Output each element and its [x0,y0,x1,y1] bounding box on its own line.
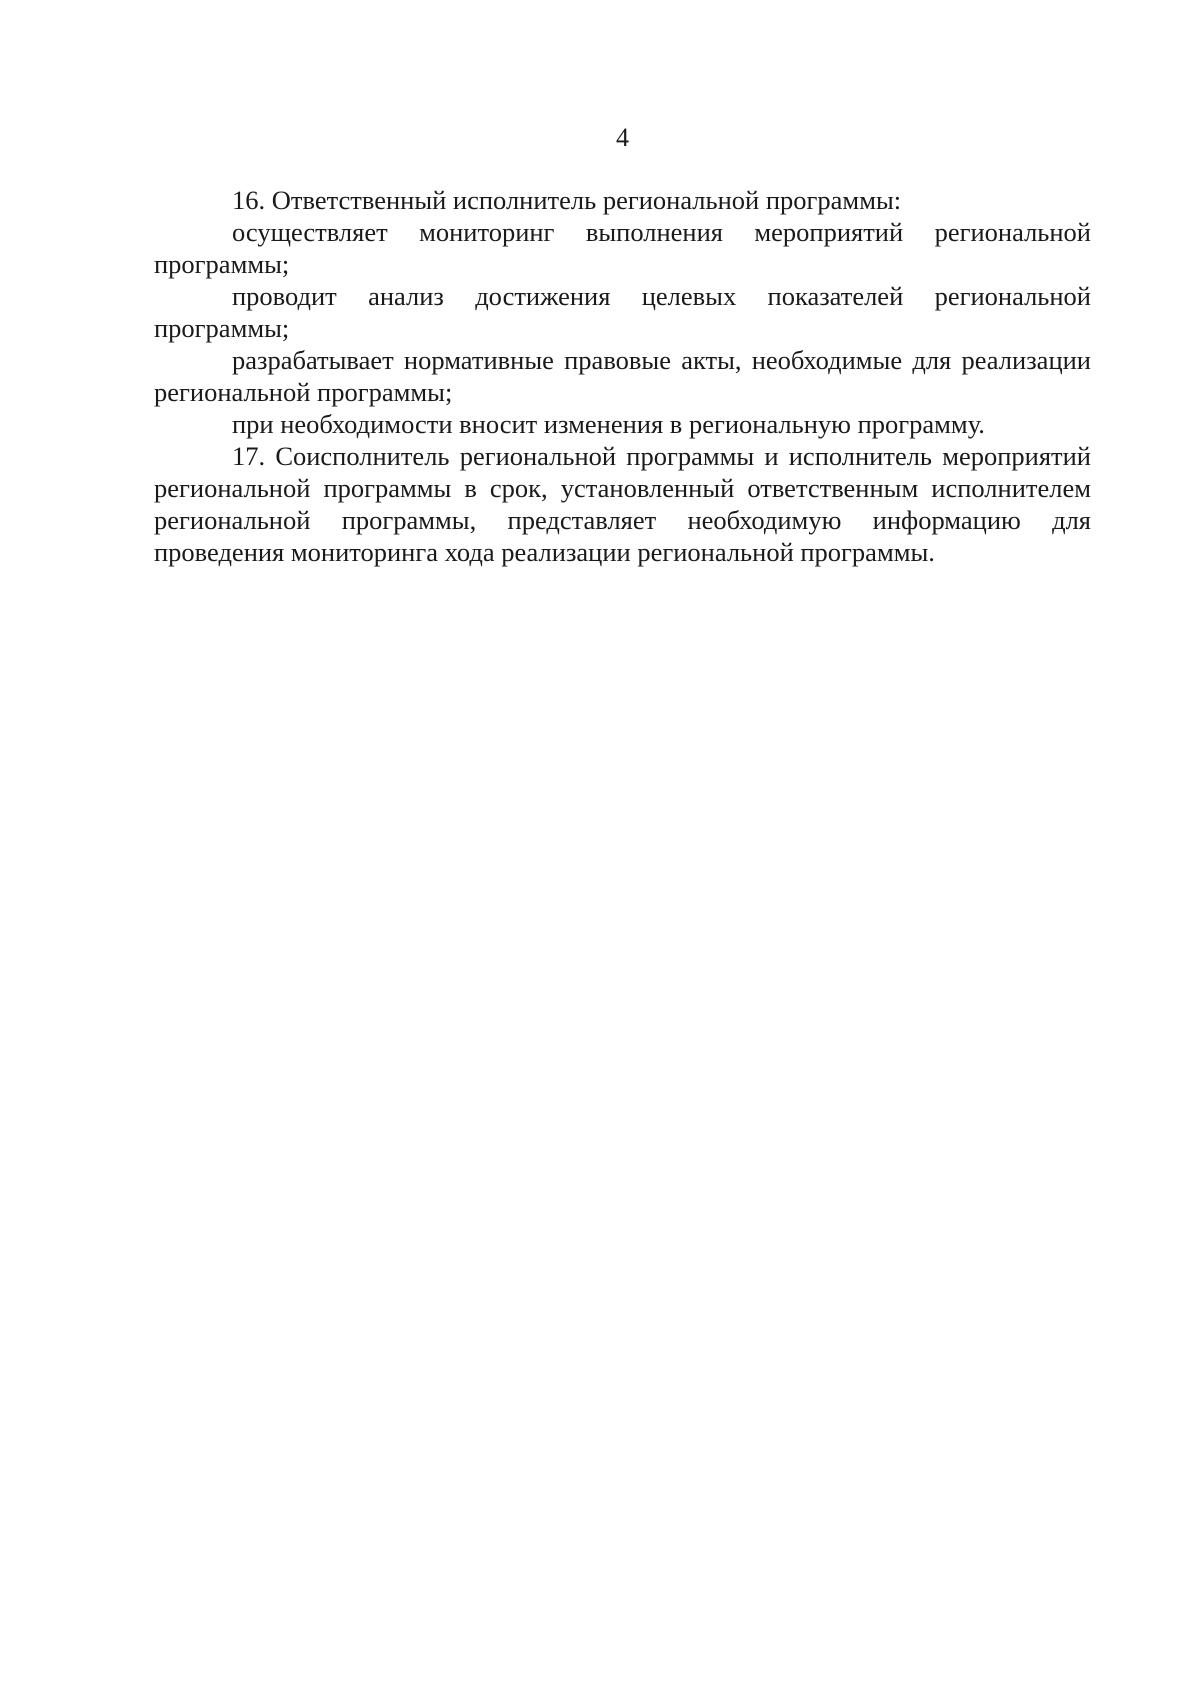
paragraph-analysis: проводит анализ достижения целевых показателей региональной программы; [154,281,1091,343]
paragraph-legal-acts: разрабатывает нормативные правовые акты, необходимые для реализации региональной программы; [154,345,1091,407]
paragraph-monitoring: осуществляет мониторинг выполнения мероприятий региональной программы; [154,217,1091,279]
document-body [154,184,1091,568]
paragraph-16-heading: 16. Ответственный исполнитель региональной программы: [232,185,902,215]
paragraph-17: 17. Соисполнитель региональной программы и исполнитель мероприятий региональной программы в срок, установленный ответственным исполнителем региональной программы, представляет необходимую информацию для проведения мониторинга хода реализации региональной программы. [154,441,1091,567]
paragraph-amendments: при необходимости вносит изменения в региональную программу. [232,409,985,439]
page-number: 4 [616,123,629,152]
